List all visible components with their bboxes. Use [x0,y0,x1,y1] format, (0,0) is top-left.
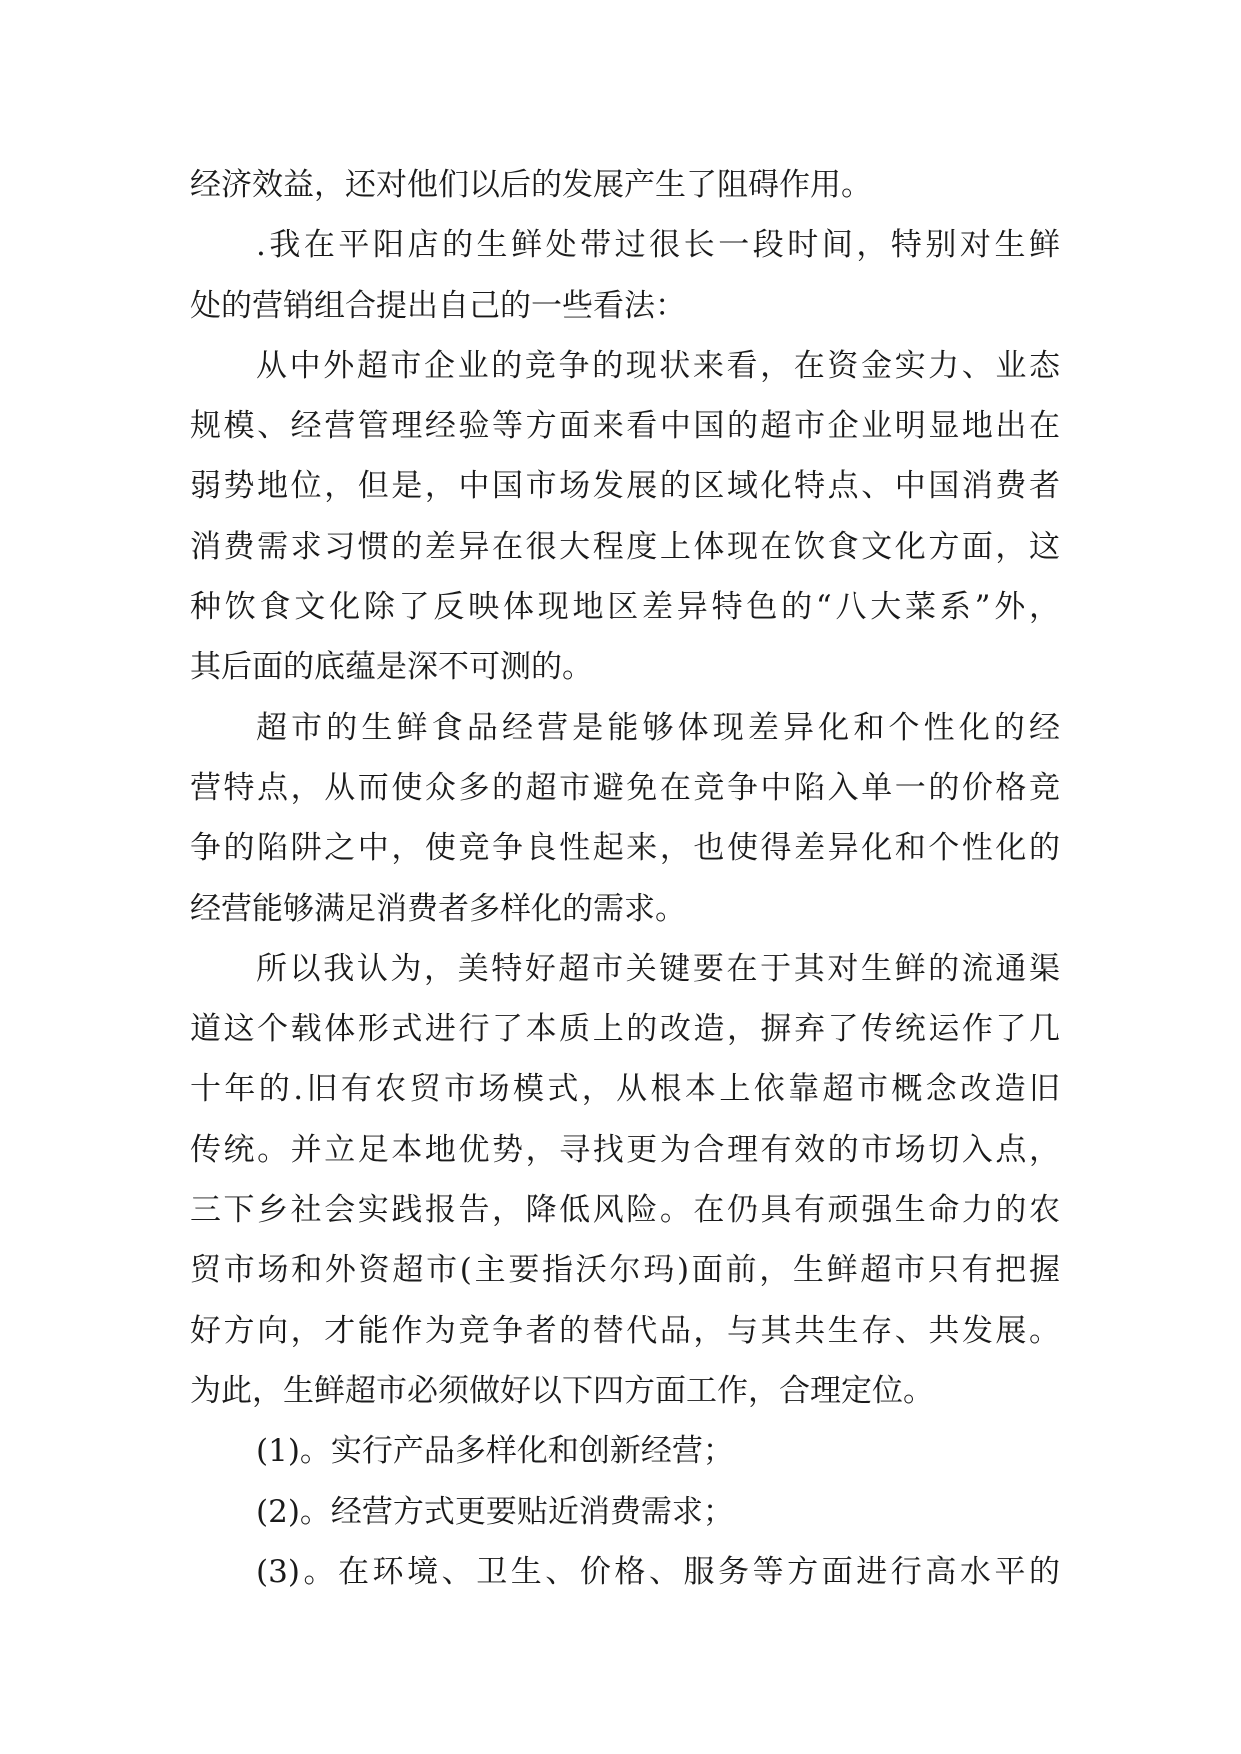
text-line: 为此，生鲜超市必须做好以下四方面工作，合理定位。 [190,1372,934,1409]
text-line: 种饮食文化除了反映体现地区差异特色的“八大菜系”外， [190,589,1060,626]
text-line: 贸市场和外资超市(主要指沃尔玛)面前，生鲜超市只有把握 [190,1252,1060,1289]
text-line: 超市的生鲜食品经营是能够体现差异化和个性化的经 [256,709,1060,746]
text-line: 其后面的底蕴是深不可测的。 [190,649,593,686]
text-line: 所以我认为，美特好超市关键要在于其对生鲜的流通渠 [256,950,1060,987]
text-line: 从中外超市企业的竞争的现状来看，在资金实力、业态 [256,347,1060,384]
text-line: 营特点，从而使众多的超市避免在竞争中陷入单一的价格竞 [190,769,1060,806]
text-line: 三下乡社会实践报告，降低风险。在仍具有顽强生命力的农 [190,1192,1060,1229]
text-line: 规模、经营管理经验等方面来看中国的超市企业明显地出在 [190,408,1060,445]
text-line: 道这个载体形式进行了本质上的改造，摒弃了传统运作了几 [190,1011,1060,1048]
text-line: (2)。经营方式更要贴近消费需求； [256,1493,734,1530]
text-line: 处的营销组合提出自己的一些看法： [190,287,686,324]
text-line: 经济效益，还对他们以后的发展产生了阻碍作用。 [190,167,872,203]
text-line: (1)。实行产品多样化和创新经营； [256,1433,734,1470]
text-line: (3)。在环境、卫生、价格、服务等方面进行高水平的 [256,1553,1060,1590]
text-line: 传统。并立足本地优势，寻找更为合理有效的市场切入点， [190,1131,1060,1168]
text-line: 好方向，才能作为竞争者的替代品，与其共生存、共发展。 [190,1312,1060,1349]
text-line: .我在平阳店的生鲜处带过很长一段时间，特别对生鲜 [256,227,1060,264]
document-body [190,155,1060,1602]
text-line: 弱势地位，但是，中国市场发展的区域化特点、中国消费者 [190,468,1060,505]
text-line: 十年的.旧有农贸市场模式，从根本上依靠超市概念改造旧 [190,1071,1060,1108]
text-line: 经营能够满足消费者多样化的需求。 [190,890,686,927]
text-line: 争的陷阱之中，使竞争良性起来，也使得差异化和个性化的 [190,830,1060,867]
text-line: 消费需求习惯的差异在很大程度上体现在饮食文化方面，这 [190,528,1060,565]
